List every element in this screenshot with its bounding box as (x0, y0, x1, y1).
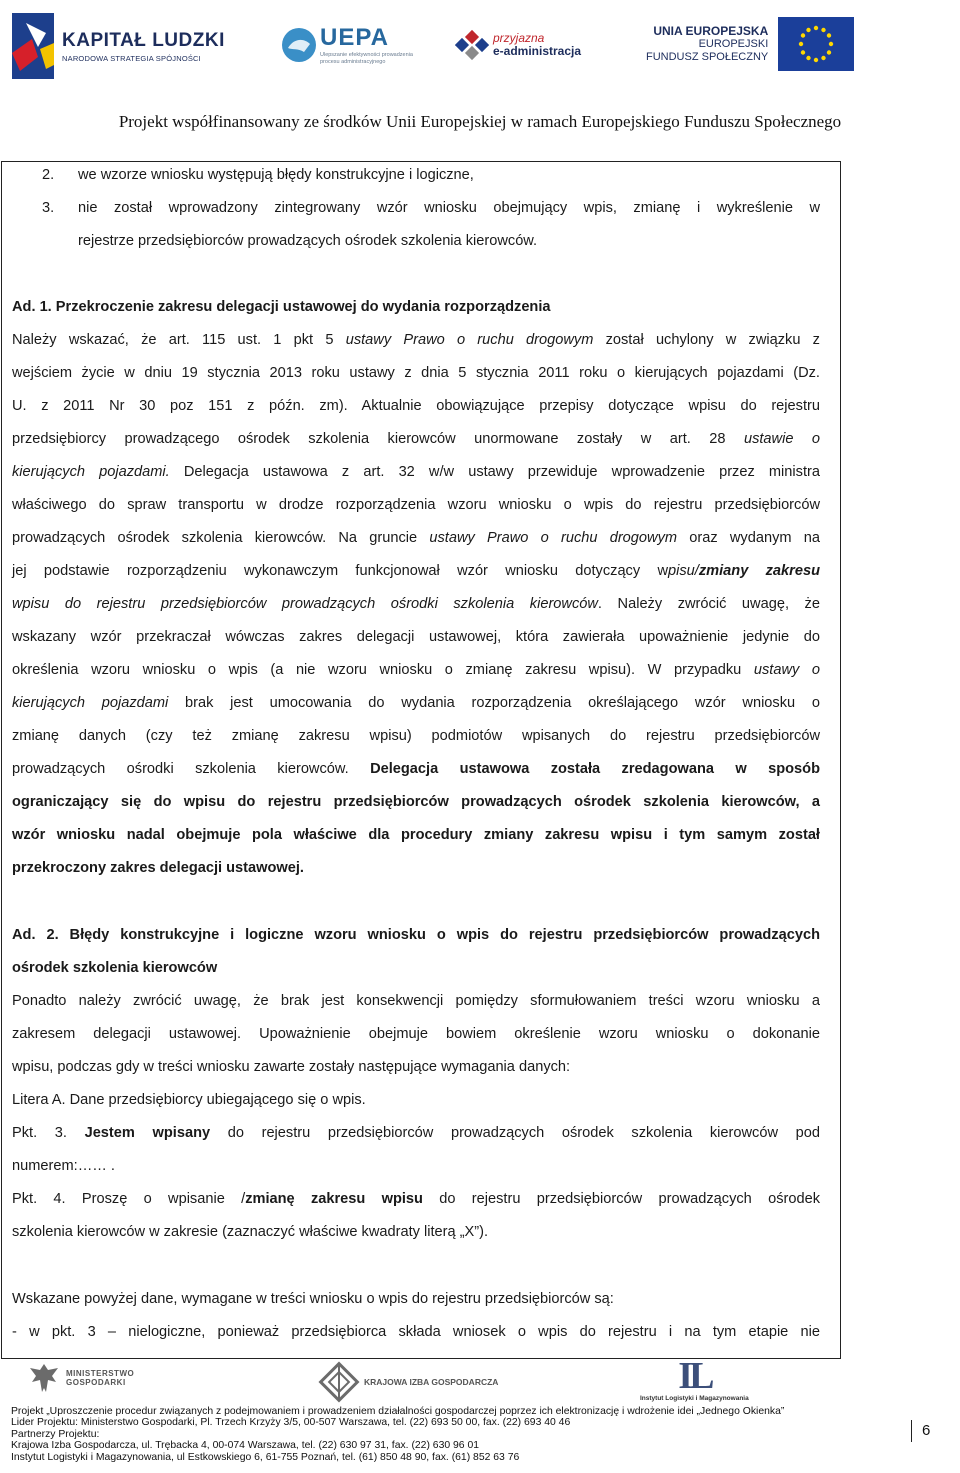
ue-line-3: FUNDUSZ SPOŁECZNY (646, 50, 769, 63)
kapital-ludzki-title: KAPITAŁ LUDZKI (62, 29, 225, 51)
ad1-heading: Ad. 1. Przekroczenie zakresu delegacji ustawowej do wydania rozporządzenia (12, 299, 551, 315)
e-administracja-mark-icon (455, 28, 489, 62)
uepa-title: UEPA (320, 24, 389, 51)
mg-line-1: MINISTERSTWO (66, 1369, 135, 1378)
p1-line-10: wskazany wzór przekraczał wówczas zakres delegacji ustawowej, która zawierała upoważnienie jedynie do (12, 629, 820, 645)
uepa-subtitle-2: procesu administracyjnego (320, 59, 386, 65)
document-content-box (1, 161, 841, 1359)
e-administracja-logo (455, 20, 581, 70)
p1-line-14: prowadzących ośrodki szkolenia kierowców. Delegacja ustawowa została zredagowana w sposób (12, 761, 821, 777)
p1-line-16: wzór wniosku nadal obejmuje pola właściwe dla procedury zmiany zakresu wpisu i tym samym został (12, 827, 820, 843)
p2-line-4: Litera A. Dane przedsiębiorcy ubiegającego się o wpis. (12, 1092, 366, 1108)
p2-line-7: Pkt. 4. Proszę o wpisanie /zmianę zakresu wpisu do rejestru przedsiębiorców prowadzących ośrodek (12, 1191, 820, 1207)
p1-line-3: U. z 2011 Nr 30 poz 151 z późn. zm). Aktualnie obowiązujące przepisy dotyczące wpisu do rejestru (12, 398, 820, 414)
p3-line-1: Wskazane powyżej dane, wymagane w treści wniosku o wpis do rejestru przedsiębiorców są: (12, 1291, 614, 1307)
unia-europejska-logo (646, 14, 854, 74)
footer-line-2: Lider Projektu: Ministerstwo Gospodarki, Pl. Trzech Krzyży 3/5, 00-507 Warszawa, tel. (22) 693 50 00, fax. (22) 693 40 46 (11, 1417, 571, 1429)
krajowa-izba-gospodarcza-logo (318, 1361, 498, 1403)
ilim-mark-icon: IL (678, 1355, 711, 1397)
ad2-heading-line-2: ośrodek szkolenia kierowców (12, 960, 218, 976)
uepa-globe-icon (282, 28, 316, 62)
p1-line-7: prowadzących ośrodek szkolenia kierowców. Na gruncie ustawy Prawo o ruchu drogowym oraz wydanym na (12, 530, 820, 546)
footer-line-5: Instytut Logistyki i Magazynowania, ul Estkowskiego 6, 61-755 Poznań, tel. (61) 850 48 90, fax. (61) 852 63 76 (11, 1451, 520, 1463)
p2-line-3: wpisu, podczas gdy w treści wniosku zawarte zostały następujące wymagania danych: (12, 1059, 571, 1075)
p3-line-2: - w pkt. 3 – nielogiczne, ponieważ przedsiębiorca składa wniosek o wpis do rejestru i na tym etapie nie (12, 1324, 820, 1340)
project-cofinancing-line: Projekt współfinansowany ze środków Unii Europejskiej w ramach Europejskiego Funduszu Społecznego (118, 112, 842, 131)
list-item-2 (42, 159, 54, 192)
ue-line-2: EUROPEJSKI (698, 37, 769, 50)
e-administracja-line-1: przyjazna (493, 31, 545, 45)
kapital-ludzki-logo (12, 12, 225, 80)
e-administracja-line-2: e-administracja (493, 44, 582, 58)
p2-line-2: zakresem delegacji ustawowej. Upoważnienie obejmuje bowiem określenie wzoru wniosku o dokonanie (12, 1026, 820, 1042)
kapital-ludzki-mark-icon (12, 13, 54, 79)
p1-line-13: zmianę danych (czy też zmianę zakresu wpisu) podmiotów wpisanych do rejestru przedsiębiorców (12, 728, 820, 744)
footer-logos (0, 1355, 960, 1405)
p1-line-1: Należy wskazać, że art. 115 ust. 1 pkt 5 ustawy Prawo o ruchu drogowym został uchylony w związku z (12, 332, 820, 348)
kig-emblem-icon (318, 1361, 360, 1403)
p1-line-8: jej podstawie rozporządzeniu wykonawczym funkcjonował wzór wniosku dotyczący wpisu/zmiany zakresu (12, 563, 820, 579)
list-item-2-number: 2. (42, 167, 55, 183)
p2-line-5: Pkt. 3. Jestem wpisany do rejestru przedsiębiorców prowadzących ośrodek szkolenia kierowców pod (12, 1125, 820, 1141)
p1-line-17: przekroczony zakres delegacji ustawowej. (12, 860, 304, 876)
p2-line-1: Ponadto należy zwrócić uwagę, że brak jest konsekwencji pomiędzy sformułowaniem treści wzoru wniosku a (12, 993, 820, 1009)
p1-line-9: wpisu do rejestru przedsiębiorców prowadzących ośrodki szkolenia kierowców. Należy zwrócić uwagę, że (12, 596, 820, 612)
mg-line-2: GOSPODARKI (66, 1378, 126, 1387)
ilim-name: Instytut Logistyki i Magazynowania (640, 1395, 749, 1402)
footer-line-1: Projekt „Uproszczenie procedur związanych z podejmowaniem i prowadzeniem działalności gospodarczej poprzez ich elektronizację i wdrożenie idei „Jednego Okienka” (11, 1406, 785, 1417)
p1-line-15: ograniczający się do wpisu do rejestru przedsiębiorców prowadzących ośrodek szkolenia kierowców, a (12, 794, 820, 810)
uepa-logo (282, 20, 413, 70)
header-logos (0, 0, 960, 100)
p1-line-5: kierujących pojazdami. Delegacja ustawowa z art. 32 w/w ustawy przewiduje wprowadzenie przez ministra (12, 464, 820, 480)
eagle-emblem-icon (26, 1360, 62, 1396)
footer-line-4: Krajowa Izba Gospodarcza, ul. Trębacka 4, 00-074 Warszawa, tel. (22) 630 97 31, fax. (22) 630 96 01 (11, 1440, 480, 1452)
uepa-subtitle: Ulepszanie efektywności prowadzenia (320, 52, 413, 58)
ad2-heading-line-1: Ad. 2. Błędy konstrukcyjne i logiczne wzoru wniosku o wpis do rejestru przedsiębiorców prowadzących (12, 927, 820, 943)
footer-text (11, 1406, 841, 1463)
p1-line-2: wejściem życie w dniu 19 stycznia 2013 roku ustawy z dnia 5 stycznia 2011 roku o kierujących pojazdami (Dz. (12, 365, 820, 381)
p1-line-12: kierujących pojazdami brak jest umocowania do wydania rozporządzenia określającego wzór wniosku o (12, 695, 820, 711)
ministerstwo-gospodarki-logo (26, 1360, 134, 1396)
kig-name: KRAJOWA IZBA GOSPODARCZA (364, 1377, 499, 1387)
list-item-2-text: we wzorze wniosku występują błędy konstrukcyjne i logiczne, (78, 167, 474, 183)
p2-line-6: numerem:…… . (12, 1158, 115, 1174)
p2-line-8: szkolenia kierowców w zakresie (zaznaczyć właściwe kwadraty literą „X”). (12, 1224, 489, 1240)
list-item-3-number: 3. (42, 200, 55, 216)
p1-line-11: określenia wzoru wniosku o wpis (a nie wzoru wniosku o zmianę zakresu wpisu). W przypadku ustawy o (12, 662, 821, 678)
list-item-3-line-2: rejestrze przedsiębiorców prowadzących ośrodek szkolenia kierowców. (78, 233, 538, 249)
ilim-logo (640, 1357, 749, 1402)
page-number: 6 (911, 1420, 930, 1442)
p1-line-6: właściwego do spraw transportu w drodze rozporządzenia wzoru wniosku o wpis do rejestru przedsiębiorców (12, 497, 820, 513)
kapital-ludzki-subtitle: NARODOWA STRATEGIA SPÓJNOŚCI (62, 53, 201, 63)
ue-line-1: UNIA EUROPEJSKA (653, 23, 769, 38)
p1-line-4: przedsiębiorcy prowadzącego ośrodek szkolenia kierowców unormowane zostały w art. 28 ustawie o (12, 431, 821, 447)
list-item-3-line-1: nie został wprowadzony zintegrowany wzór wniosku obejmujący wpis, zmianę i wykreślenie w (78, 200, 820, 216)
eu-flag-icon (778, 17, 854, 71)
footer-line-3: Partnerzy Projektu: (11, 1428, 100, 1440)
